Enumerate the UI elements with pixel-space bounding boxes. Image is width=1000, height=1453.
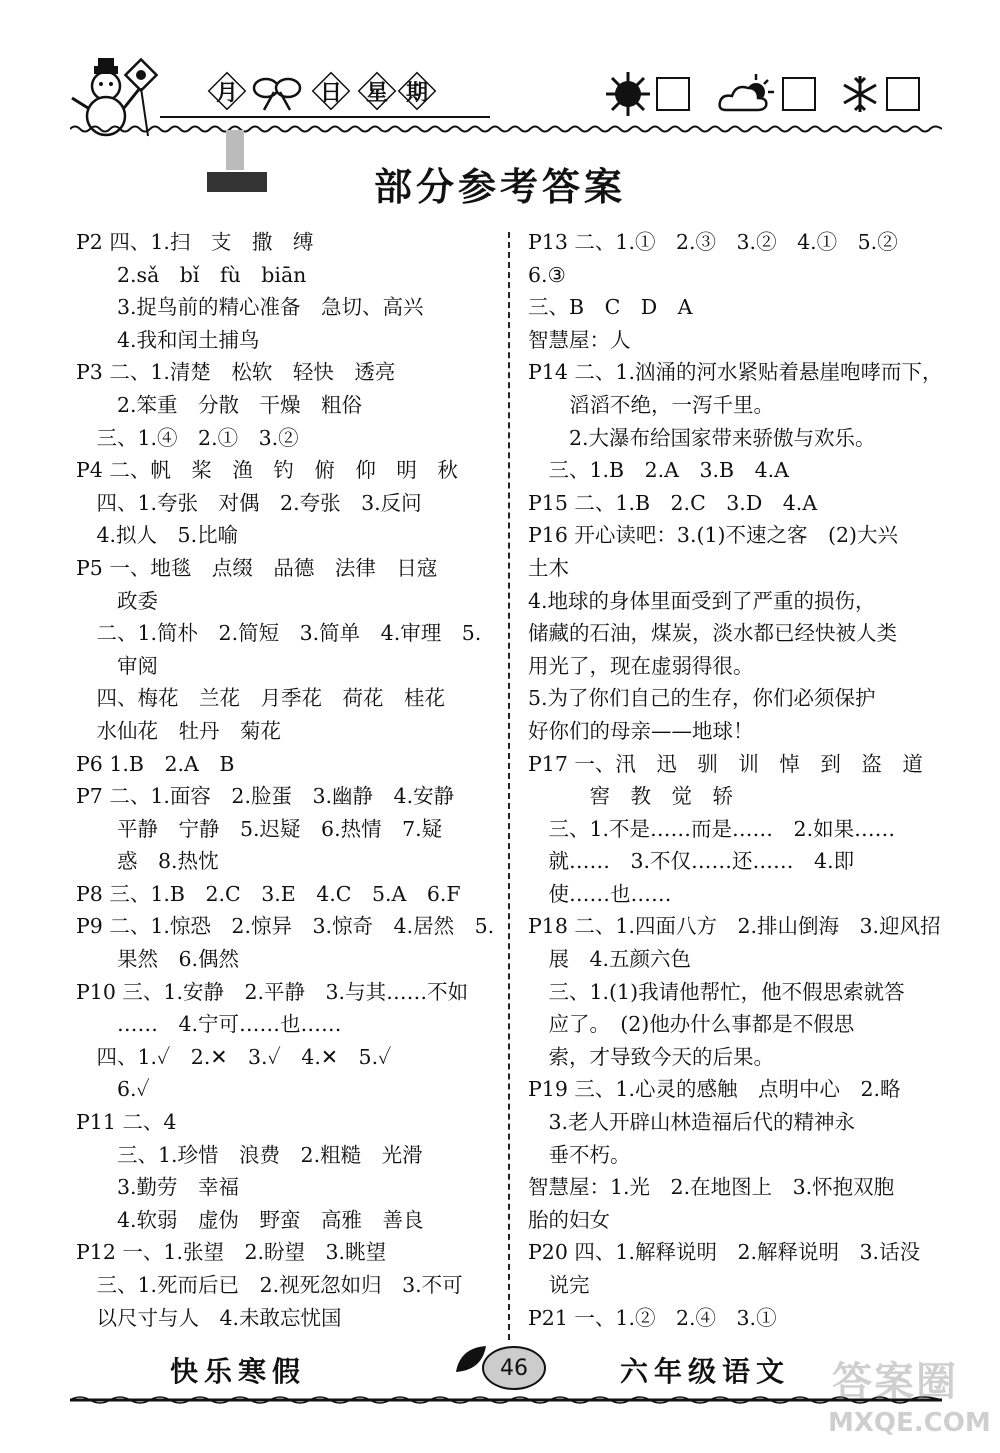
answer-entry — [528, 1073, 948, 1236]
answer-line: P13 二、1.① 2.③ 3.② 4.① 5.② — [528, 230, 898, 254]
answer-line: 四、1.✓ 2.✕ 3.✓ 4.✕ 5.✓ — [76, 1044, 392, 1069]
page-title: 部分参考答案 — [373, 164, 626, 209]
header-vine-rule — [70, 124, 942, 134]
weather-sun — [606, 74, 690, 114]
answer-line: 6.✓ — [76, 1077, 150, 1102]
answers-left-column — [76, 226, 496, 1334]
answer-line: 三、1.不是……而是…… 2.如果…… — [528, 816, 896, 841]
answer-line: P8 三、1.B 2.C 3.E 4.C 5.A 6.F — [76, 881, 461, 906]
answer-entry — [76, 1106, 496, 1236]
page-number: 46 — [482, 1346, 546, 1390]
answer-line: 展 4.五颜六色 — [528, 947, 692, 972]
cloud-sun-icon — [718, 72, 776, 116]
answer-entry — [76, 454, 496, 552]
date-char: 期 — [398, 72, 436, 110]
answer-entry — [76, 552, 496, 748]
answer-entry — [528, 519, 948, 747]
answer-line: 惑 8.热忱 — [76, 849, 219, 874]
answer-line: 平静 宁静 5.迟疑 6.热情 7.疑 — [76, 816, 443, 841]
answer-line: 4.我和闰土捕鸟 — [76, 327, 260, 352]
answer-line: 二、1.简朴 2.简短 3.简单 4.审理 5. — [76, 621, 482, 646]
answer-line: P10 三、1.安静 2.平静 3.与其……不如 — [76, 979, 469, 1004]
answer-line: 智慧屋：人 — [528, 327, 631, 352]
answer-line: 以尺寸与人 4.未敢忘忧国 — [76, 1305, 342, 1330]
answer-line: 果然 6.偶然 — [76, 947, 240, 972]
answer-line: P20 四、1.解释说明 2.解释说明 3.话没 — [528, 1240, 921, 1265]
answer-line: P3 二、1.清楚 松软 轻快 透亮 — [76, 360, 396, 385]
date-char: 星 — [358, 72, 396, 110]
answer-line: P12 一、1.张望 2.盼望 3.眺望 — [76, 1240, 387, 1265]
cloudy-checkbox[interactable] — [782, 77, 816, 111]
answer-entry — [76, 910, 496, 975]
answer-entry — [76, 1236, 496, 1334]
answer-entry — [76, 356, 496, 454]
answer-line: 4.地球的身体里面受到了严重的损伤， — [528, 588, 876, 613]
answer-line: 索，才导致今天的后果。 — [528, 1044, 774, 1069]
answer-line: 政委 — [76, 588, 158, 613]
answer-entry — [76, 976, 496, 1106]
answer-line: 审阅 — [76, 653, 158, 678]
answer-entry — [528, 748, 948, 911]
answer-line: P17 一、汛 迅 驯 训 悼 到 盗 道 — [528, 751, 923, 776]
answer-line: 2.sǎ bǐ fù biān — [76, 262, 307, 287]
answer-entry — [528, 356, 948, 486]
answer-line: P15 二、1.B 2.C 3.D 4.A — [528, 490, 818, 515]
footer-grade-subject: 六年级语文 — [620, 1355, 791, 1388]
answer-line: 应了。 (2)他办什么事都是不假思 — [528, 1012, 855, 1037]
footer-vine-rule — [70, 1394, 942, 1406]
answer-entry — [528, 1302, 948, 1335]
answer-line: P6 1.B 2.A B — [76, 751, 235, 776]
answer-line: 三、1.④ 2.① 3.② — [76, 425, 299, 450]
date-char: 日 — [312, 72, 350, 110]
answer-line: P19 三、1.心灵的感触 点明中心 2.略 — [528, 1077, 901, 1102]
answer-line: 3.老人开辟山林造福后代的精神永 — [528, 1110, 856, 1135]
answer-line: P5 一、地毯 点缀 品德 法律 日寇 — [76, 555, 438, 580]
date-underline — [160, 116, 490, 118]
answer-line: 水仙花 牡丹 菊花 — [76, 718, 281, 743]
answer-entry — [528, 910, 948, 1073]
answer-line: …… 4.宁可……也…… — [76, 1012, 342, 1037]
answer-line: 4.软弱 虚伪 野蛮 高雅 善良 — [76, 1207, 424, 1232]
sun-checkbox[interactable] — [656, 77, 690, 111]
answer-entry — [76, 780, 496, 878]
answer-line: P7 二、1.面容 2.脸蛋 3.幽静 4.安静 — [76, 784, 455, 809]
bow-icon — [252, 74, 302, 112]
watermark-logo — [822, 1346, 992, 1446]
answer-entry — [76, 878, 496, 911]
answer-line: 三、1.死而后已 2.视死忽如归 3.不可 — [76, 1273, 463, 1297]
answer-line: 储藏的石油，煤炭，淡水都已经快被人类 — [528, 621, 897, 646]
answer-line: P11 二、4 — [76, 1110, 177, 1135]
weather-snow — [840, 74, 920, 114]
answer-line: 3.捉鸟前的精心准备 急切、高兴 — [76, 295, 424, 320]
watermark-url: MXQE.COM — [828, 1408, 991, 1438]
answer-line: P21 一、1.② 2.④ 3.① — [528, 1305, 777, 1330]
snowflake-icon — [840, 74, 880, 114]
answer-line: 用光了，现在虚弱得很。 — [528, 653, 754, 678]
answer-line: P4 二、帆 桨 渔 钓 俯 仰 明 秋 — [76, 458, 458, 483]
answer-line: 2.笨重 分散 干燥 粗俗 — [76, 392, 363, 417]
answer-entry — [76, 748, 496, 781]
answer-line: 三、1.B 2.A 3.B 4.A — [528, 458, 789, 483]
date-row — [160, 68, 490, 118]
answer-line: P2 四、1.扫 支 撒 缚 — [76, 230, 314, 254]
answer-line: 说完 — [528, 1273, 590, 1297]
answer-line: 垂不朽。 — [528, 1142, 631, 1167]
answer-line: 胎的妇女 — [528, 1207, 610, 1232]
answer-line: P16 开心读吧：3.(1)不速之客 (2)大兴 — [528, 523, 899, 548]
watermark-text: 答案圈 — [832, 1359, 958, 1405]
answer-line: P18 二、1.四面八方 2.排山倒海 3.迎风招 — [528, 914, 941, 939]
answer-line: 使……也…… — [528, 881, 672, 906]
answer-line: 5.为了你们自己的生存，你们必须保护 — [528, 686, 876, 711]
answer-line: 2.大瀑布给国家带来骄傲与欢乐。 — [528, 425, 876, 450]
date-char: 月 — [208, 72, 246, 110]
snow-checkbox[interactable] — [886, 77, 920, 111]
answer-line: 窖 教 觉 轿 — [528, 784, 733, 809]
answer-line: P9 二、1.惊恐 2.惊异 3.惊奇 4.居然 5. — [76, 914, 495, 939]
footer-book-title: 快乐寒假 — [170, 1355, 307, 1388]
answer-line: 三、1.(1)我请他帮忙，他不假思索就答 — [528, 979, 905, 1004]
answer-line: P14 二、1.汹涌的河水紧贴着悬崖咆哮而下， — [528, 360, 943, 385]
answer-entry — [528, 487, 948, 520]
column-divider — [508, 232, 510, 1340]
answer-entry — [528, 226, 948, 356]
answers-right-column — [528, 226, 948, 1334]
answer-line: 好你们的母亲——地球！ — [528, 718, 754, 743]
answer-entry — [528, 1236, 948, 1301]
answer-line: 6.③ — [528, 262, 566, 287]
answer-line: 四、梅花 兰花 月季花 荷花 桂花 — [76, 686, 445, 711]
page-header — [0, 0, 1000, 150]
answer-line: 土木 — [528, 555, 569, 580]
answer-line: 三、1.珍惜 浪费 2.粗糙 光滑 — [76, 1142, 423, 1167]
answer-line: 4.拟人 5.比喻 — [76, 523, 239, 548]
answer-line: 3.勤劳 幸福 — [76, 1175, 240, 1200]
answer-line: 四、1.夸张 对偶 2.夸张 3.反问 — [76, 490, 422, 515]
sun-icon — [606, 72, 650, 116]
answer-line: 三、B C D A — [528, 295, 693, 320]
weather-cloudy — [718, 74, 816, 114]
answer-entry — [76, 226, 496, 356]
answer-line: 滔滔不绝，一泻千里。 — [528, 392, 774, 417]
answer-line: 智慧屋：1.光 2.在地图上 3.怀抱双胞 — [528, 1175, 895, 1200]
answer-line: 就…… 3.不仅……还…… 4.即 — [528, 849, 855, 874]
